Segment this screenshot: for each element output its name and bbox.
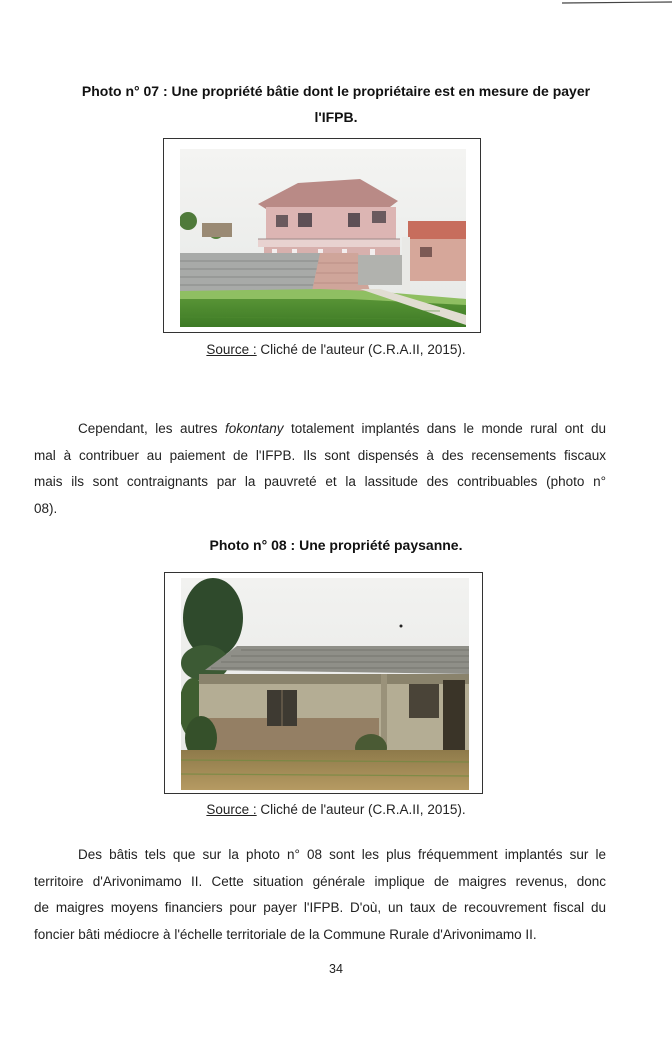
paragraph-1-line-1-start: Cependant, les autres: [78, 421, 226, 436]
photo-08-source-label: Source :: [206, 802, 257, 817]
photo-08-house-image: [181, 578, 469, 790]
paragraph-1-line-2: mal à contribuer au paiement de l'IFPB. Ils sont dispensés à des recensements fiscaux: [34, 447, 606, 463]
paragraph-2-line-1: [34, 842, 606, 869]
paragraph-2-line-3: de maigres moyens financiers pour payer l'IFPB. D'où, un taux de recouvrement fiscal du: [34, 900, 606, 915]
paragraph-1-line-1: [34, 416, 606, 443]
photo-08-caption: Photo n° 08 : Une propriété paysanne.: [209, 537, 463, 553]
photo-07-source: [0, 342, 672, 357]
paragraph-1: [34, 416, 606, 522]
paragraph-1-line-4: 08).: [34, 500, 58, 516]
paragraph-2-line-2: territoire d'Arivonimamo II. Cette situation générale implique de maigres revenus, donc: [34, 873, 606, 889]
photo-07-frame: [163, 138, 481, 333]
photo-07-caption-line1: Photo n° 07 : Une propriété bâtie dont le propriétaire est en mesure de payer: [81, 83, 591, 99]
photo-07-source-label: Source :: [206, 342, 257, 357]
paragraph-2-line-1-text: Des bâtis tels que sur la photo n° 08 sont les plus fréquemment implantés sur le: [78, 847, 606, 862]
photo-07-house-image: [180, 149, 466, 327]
photo-07-source-text: Cliché de l'auteur (C.R.A.II, 2015).: [256, 342, 466, 357]
fokontany-term: fokontany: [225, 421, 284, 436]
paragraph-2-line-4: foncier bâti médiocre à l'échelle territoriale de la Commune Rurale d'Arivonimamo II.: [34, 926, 537, 942]
scan-edge-mark: [562, 0, 672, 6]
paragraph-2: [34, 842, 606, 948]
paragraph-1-line-3: mais ils sont contraignants par la pauvreté et la lassitude des contribuables (photo n°: [34, 474, 606, 489]
photo-08-source: [0, 802, 672, 817]
paragraph-1-line-1-end: totalement implantés dans le monde rural ont du: [283, 421, 607, 436]
page-number: 34: [329, 962, 343, 976]
photo-07-caption-line2: l'IFPB.: [314, 109, 358, 125]
photo-08-source-text: Cliché de l'auteur (C.R.A.II, 2015).: [256, 802, 466, 817]
photo-07-caption: [40, 78, 632, 130]
photo-08-frame: [164, 572, 483, 794]
